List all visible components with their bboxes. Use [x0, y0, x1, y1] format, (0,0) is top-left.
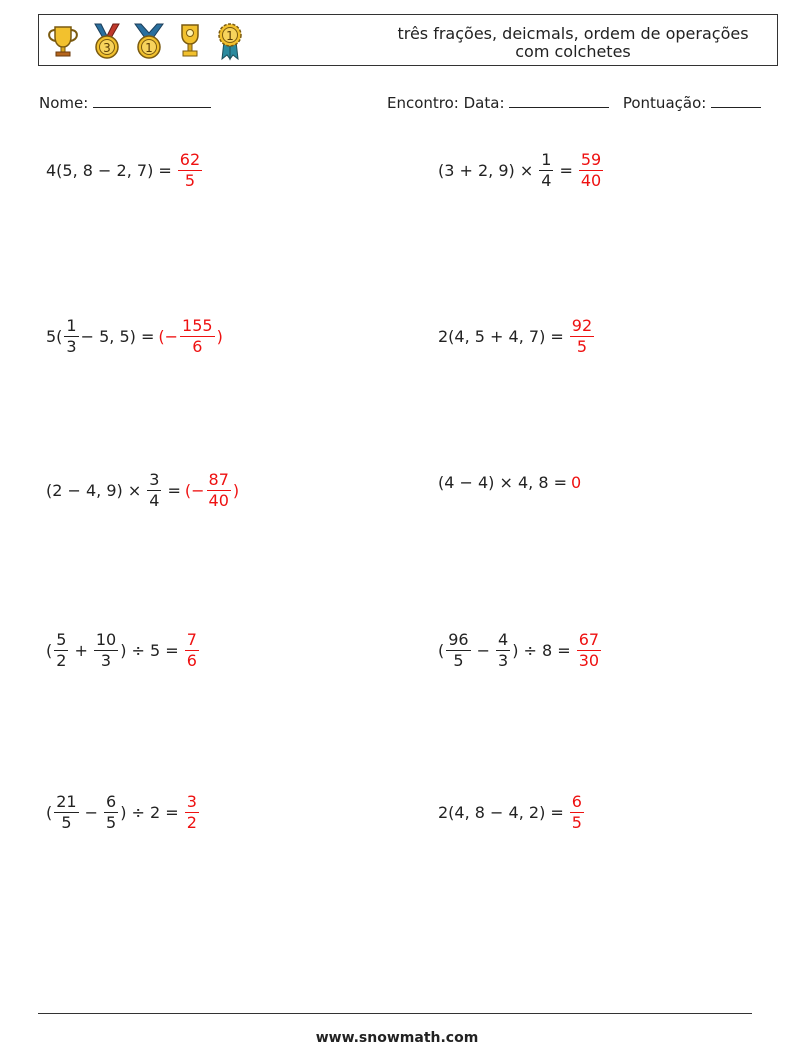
problem-9 — [46, 787, 201, 837]
operator: − — [84, 802, 99, 822]
problem-7 — [46, 625, 201, 675]
name-field — [39, 93, 211, 112]
icon-strip — [43, 19, 247, 63]
medal-1-icon — [131, 21, 167, 61]
fraction-denominator: 5 — [453, 650, 464, 670]
title-line-2: com colchetes — [515, 42, 631, 61]
problem-7-suffix: ) ÷ 5 = — [120, 640, 179, 660]
date-score-fields — [387, 93, 761, 112]
problem-2-answer — [577, 150, 605, 191]
problem-1-answer — [176, 150, 204, 191]
worksheet-title — [383, 25, 763, 61]
answer-denominator: 5 — [184, 170, 196, 190]
problem-3-answer — [158, 316, 222, 357]
fraction-denominator: 3 — [100, 650, 112, 670]
score-label: Pontuação: — [622, 94, 707, 112]
ribbon-1-label: 1 — [226, 29, 234, 43]
problem-10 — [438, 787, 586, 837]
score-blank[interactable] — [711, 93, 761, 108]
medal-3-icon — [89, 21, 125, 61]
problem-9-fraction-2 — [104, 792, 118, 833]
fraction-denominator: 4 — [149, 490, 160, 510]
name-blank[interactable] — [93, 93, 211, 108]
problem-7-fraction-1 — [54, 630, 68, 671]
problem-9-suffix: ) ÷ 2 = — [120, 802, 179, 822]
answer-denominator: 5 — [571, 812, 582, 832]
open-paren: ( — [46, 640, 53, 660]
operator: + — [74, 640, 88, 660]
fraction-denominator: 3 — [66, 336, 77, 356]
fraction-numerator: 6 — [106, 791, 117, 811]
answer-numerator: 7 — [186, 629, 197, 649]
problem-6-answer: 0 — [571, 472, 582, 492]
answer-prefix: (− — [158, 326, 179, 346]
medal-1-label: 1 — [145, 41, 153, 55]
operator: − — [476, 640, 491, 660]
fraction-numerator: 4 — [498, 629, 509, 649]
problem-5-fraction — [147, 470, 161, 511]
fraction-denominator: 3 — [498, 650, 509, 670]
problem-5 — [46, 465, 239, 515]
answer-numerator: 92 — [571, 315, 593, 335]
fraction-numerator: 1 — [541, 149, 552, 169]
problem-1-expression: 4(5, 8 − 2, 7) = — [46, 160, 172, 180]
problem-9-answer — [183, 792, 201, 833]
title-line-1: três frações, deicmals, ordem de operações — [397, 24, 749, 43]
problem-8-answer — [575, 630, 603, 671]
problem-8-suffix: ) ÷ 8 = — [512, 640, 571, 660]
problem-3-prefix: 5( — [46, 326, 63, 346]
problem-5-expression: (2 − 4, 9) × — [46, 480, 142, 500]
problem-6 — [438, 457, 581, 507]
problem-3-fraction — [64, 316, 78, 357]
fraction-numerator: 5 — [56, 629, 67, 649]
problem-8-fraction-2 — [496, 630, 510, 671]
cup-icon — [173, 21, 207, 61]
problem-7-fraction-2 — [94, 630, 118, 671]
answer-numerator: 62 — [179, 149, 201, 169]
problem-2-expression: (3 + 2, 9) × — [438, 160, 534, 180]
problem-5-answer — [185, 470, 239, 511]
problem-10-expression: 2(4, 8 − 4, 2) = — [438, 802, 564, 822]
header-box — [38, 14, 778, 66]
problem-2 — [438, 145, 605, 195]
problem-1 — [46, 145, 204, 195]
answer-denominator: 30 — [578, 650, 600, 670]
equals-sign: = — [559, 160, 573, 180]
answer-denominator: 40 — [580, 170, 602, 190]
problem-7-answer — [183, 630, 201, 671]
fraction-numerator: 3 — [149, 469, 160, 489]
fraction-numerator: 10 — [95, 629, 117, 649]
answer-suffix: ) — [232, 480, 240, 500]
fraction-numerator: 1 — [66, 315, 77, 335]
problem-9-fraction-1 — [54, 792, 78, 833]
problem-8 — [438, 625, 603, 675]
problem-2-fraction — [539, 150, 553, 191]
equals-sign: = — [167, 480, 181, 500]
problem-8-fraction-1 — [446, 630, 470, 671]
answer-denominator: 5 — [576, 336, 588, 356]
problem-3 — [46, 311, 223, 361]
trophy-icon — [43, 21, 83, 61]
footer-url[interactable]: www.snowmath.com — [315, 1030, 479, 1046]
problem-4-expression: 2(4, 5 + 4, 7) = — [438, 326, 564, 346]
name-label: Nome: — [39, 94, 89, 112]
open-paren: ( — [46, 802, 53, 822]
problem-3-suffix: − 5, 5) = — [80, 326, 155, 346]
answer-numerator: 67 — [578, 629, 600, 649]
problem-6-expression: (4 − 4) × 4, 8 = — [438, 472, 568, 492]
answer-numerator: 3 — [186, 791, 197, 811]
answer-numerator: 59 — [580, 149, 602, 169]
open-paren: ( — [438, 640, 445, 660]
ribbon-1-icon — [213, 21, 247, 61]
fraction-denominator: 5 — [61, 812, 72, 832]
problem-4 — [438, 311, 596, 361]
answer-suffix: ) — [216, 326, 223, 346]
problem-10-answer — [568, 792, 586, 833]
fraction-denominator: 4 — [541, 170, 552, 190]
date-blank[interactable] — [509, 93, 609, 108]
fraction-numerator: 96 — [448, 629, 469, 649]
answer-numerator: 6 — [571, 791, 582, 811]
footer-divider — [38, 1013, 752, 1014]
answer-denominator: 6 — [186, 650, 197, 670]
answer-denominator: 40 — [208, 490, 229, 510]
fraction-denominator: 5 — [106, 812, 117, 832]
answer-denominator: 2 — [186, 812, 197, 832]
answer-prefix: (− — [184, 480, 205, 500]
answer-numerator: 155 — [182, 315, 213, 335]
fraction-denominator: 2 — [56, 650, 67, 670]
answer-numerator: 87 — [208, 469, 229, 489]
problem-4-answer — [568, 316, 596, 357]
medal-3-label: 3 — [103, 41, 111, 55]
encounter-date-label: Encontro: Data: — [387, 94, 505, 112]
answer-denominator: 6 — [192, 336, 203, 356]
fraction-numerator: 21 — [56, 791, 77, 811]
